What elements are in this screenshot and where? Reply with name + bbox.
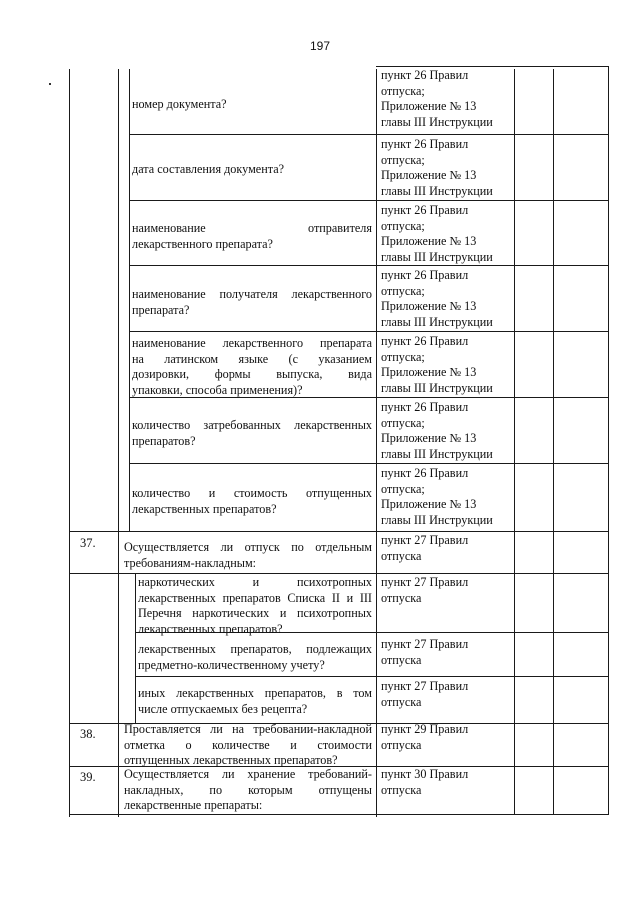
ref-line: главы III Инструкции bbox=[381, 380, 493, 395]
ref-line: Приложение № 13 bbox=[381, 168, 477, 182]
row-reference bbox=[381, 767, 506, 798]
row-question bbox=[132, 486, 372, 517]
question-line: накладных, по которым отпущены bbox=[124, 782, 372, 797]
question-line: лекарственных препаратов? bbox=[132, 501, 277, 516]
ref-line: пункт 26 Правил bbox=[381, 268, 469, 282]
question-line: иных лекарственных препаратов, в том bbox=[138, 686, 372, 700]
row-question bbox=[124, 722, 372, 769]
question-line: наркотических и психотропных bbox=[138, 575, 372, 589]
ref-line: отпуска; bbox=[381, 218, 425, 233]
question-line: лекарственного препарата? bbox=[132, 236, 273, 251]
question-line: наименование получателя лекарственного bbox=[132, 287, 372, 301]
row-question: дата составления документа? bbox=[132, 162, 285, 176]
row-reference bbox=[381, 722, 506, 753]
row-reference bbox=[381, 575, 506, 606]
ref-line: отпуска bbox=[381, 548, 422, 563]
ref-line: отпуска; bbox=[381, 283, 425, 298]
scan-speck bbox=[49, 83, 51, 85]
question-line: упаковки, способа применения)? bbox=[132, 382, 303, 397]
ref-line: главы III Инструкции bbox=[381, 183, 493, 198]
ref-line: Приложение № 13 bbox=[381, 497, 477, 511]
ref-line: пункт 26 Правил bbox=[381, 400, 469, 414]
ref-line: отпуска; bbox=[381, 481, 425, 496]
ref-line: отпуска bbox=[381, 590, 422, 605]
question-line: лекарственных препаратов, подлежащих bbox=[138, 642, 372, 656]
row-question bbox=[124, 767, 372, 814]
ref-line: отпуска; bbox=[381, 83, 425, 98]
row-number: 39. bbox=[80, 770, 96, 784]
question-line: Перечня наркотических и психотропных bbox=[138, 606, 372, 620]
ref-line: пункт 29 Правил bbox=[381, 722, 469, 736]
row-question bbox=[124, 540, 372, 571]
ref-line: пункт 27 Правил bbox=[381, 637, 469, 651]
ref-line: главы III Инструкции bbox=[381, 249, 493, 264]
row-number: 38. bbox=[80, 727, 96, 741]
question-line: наименование отправителя bbox=[132, 221, 372, 235]
ref-line: отпуска; bbox=[381, 152, 425, 167]
question-line: предметно-количественному учету? bbox=[138, 657, 325, 672]
row-question bbox=[138, 642, 372, 673]
question-line: на латинском языке (с указанием bbox=[132, 351, 372, 366]
question-line: лекарственные препараты: bbox=[124, 798, 263, 812]
ref-line: Приложение № 13 bbox=[381, 99, 477, 113]
ref-line: пункт 30 Правил bbox=[381, 767, 469, 781]
question-line: количество и стоимость отпущенных bbox=[132, 486, 372, 500]
ref-line: пункт 26 Правил bbox=[381, 334, 469, 348]
ref-line: отпуска; bbox=[381, 415, 425, 430]
row-question bbox=[132, 336, 372, 398]
row-question bbox=[138, 686, 372, 717]
row-question bbox=[132, 287, 372, 318]
ref-line: главы III Инструкции bbox=[381, 446, 493, 461]
question-line: наименование лекарственного препарата bbox=[132, 336, 372, 350]
row-question: номер документа? bbox=[132, 97, 227, 111]
ref-line: пункт 26 Правил bbox=[381, 68, 469, 82]
question-line: требованиям-накладным: bbox=[124, 555, 257, 570]
ref-line: отпуска bbox=[381, 652, 422, 667]
question-line: отпущенных лекарственных препаратов? bbox=[124, 753, 338, 767]
row-question bbox=[132, 221, 372, 252]
question-line: Осуществляется ли хранение требований- bbox=[124, 767, 372, 781]
row-number: 37. bbox=[80, 536, 96, 550]
row-reference bbox=[381, 400, 506, 462]
question-line: Осуществляется ли отпуск по отдельным bbox=[124, 540, 372, 554]
page-number: 197 bbox=[309, 39, 331, 53]
row-reference bbox=[381, 68, 506, 130]
question-line: лекарственных препаратов? bbox=[138, 621, 283, 636]
ref-line: отпуска bbox=[381, 737, 422, 752]
row-question bbox=[132, 418, 372, 449]
ref-line: главы III Инструкции bbox=[381, 512, 493, 527]
question-line: лекарственных препаратов Списка II и III bbox=[138, 590, 372, 605]
ref-line: Приложение № 13 bbox=[381, 431, 477, 445]
row-reference bbox=[381, 466, 506, 528]
ref-line: пункт 26 Правил bbox=[381, 137, 469, 151]
ref-line: пункт 27 Правил bbox=[381, 679, 469, 693]
ref-line: отпуска bbox=[381, 694, 422, 709]
ref-line: отпуска; bbox=[381, 349, 425, 364]
question-line: отметка о количестве и стоимости bbox=[124, 737, 372, 752]
ref-line: пункт 27 Правил bbox=[381, 533, 469, 547]
row-reference bbox=[381, 637, 506, 668]
question-line: числе отпускаемых без рецепта? bbox=[138, 701, 308, 716]
row-reference bbox=[381, 137, 506, 199]
question-line: препаратов? bbox=[132, 433, 196, 448]
row-reference bbox=[381, 203, 506, 265]
ref-line: главы III Инструкции bbox=[381, 314, 493, 329]
question-line: препарата? bbox=[132, 302, 190, 317]
ref-line: пункт 26 Правил bbox=[381, 203, 469, 217]
row-reference bbox=[381, 679, 506, 710]
ref-line: Приложение № 13 bbox=[381, 365, 477, 379]
ref-line: отпуска bbox=[381, 782, 422, 797]
question-line: дозировки, формы выпуска, вида bbox=[132, 367, 372, 381]
row-question bbox=[138, 575, 372, 637]
ref-line: Приложение № 13 bbox=[381, 234, 477, 248]
ref-line: главы III Инструкции bbox=[381, 114, 493, 129]
ref-line: Приложение № 13 bbox=[381, 299, 477, 313]
ref-line: пункт 27 Правил bbox=[381, 575, 469, 589]
row-reference bbox=[381, 334, 506, 396]
ref-line: пункт 26 Правил bbox=[381, 466, 469, 480]
row-reference bbox=[381, 533, 506, 564]
question-line: Проставляется ли на требовании-накладной bbox=[124, 722, 372, 736]
question-line: количество затребованных лекарственных bbox=[132, 418, 372, 432]
row-reference bbox=[381, 268, 506, 330]
